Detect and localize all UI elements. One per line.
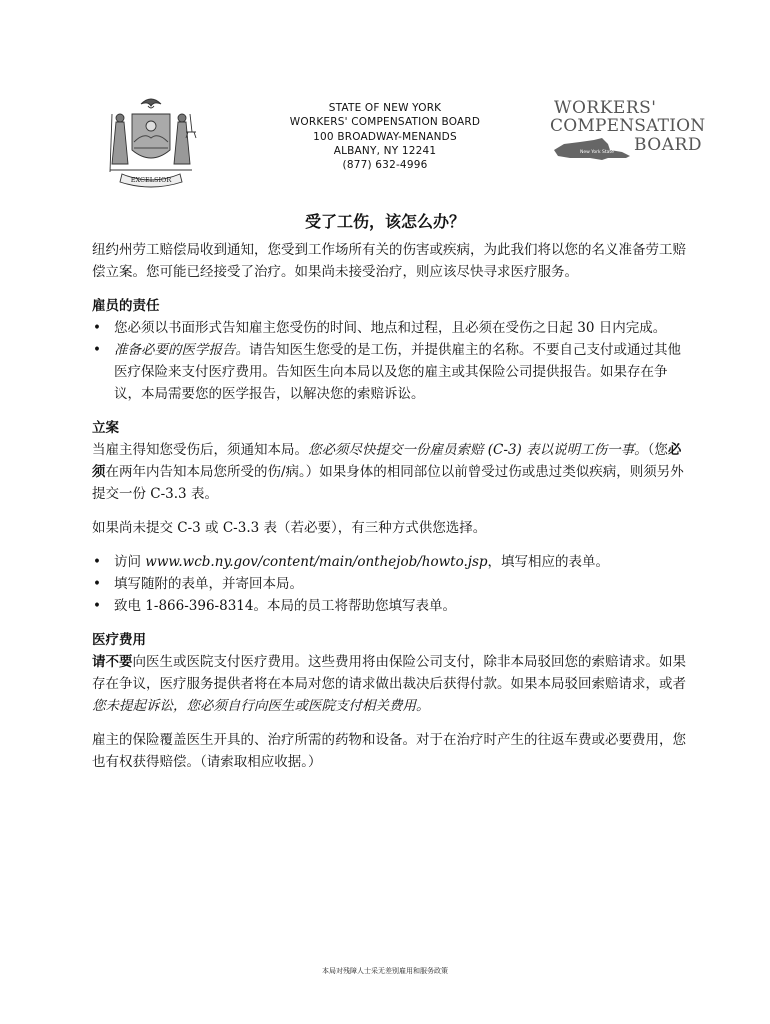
text-span: 当雇主得知您受伤后，须通知本局。 [92, 442, 308, 458]
agency-line: (877) 632-4996 [342, 159, 428, 172]
intro-paragraph: 纽约州劳工赔偿局收到通知，您受到工作场所有关的伤害或疾病，为此我们将以您的名义准备劳工赔偿立案。您可能已经接受了治疗。如果尚未接受治疗，则应该尽快寻求医疗服务。 [92, 242, 686, 280]
employer-insurance-paragraph: 雇主的保险覆盖医生开具的、治疗所需的药物和设备。对于在治疗时产生的往返车费或必要费用，您也有权获得赔偿。（请索取相应收据。） [92, 732, 686, 770]
filing-options-list [92, 551, 692, 617]
list-item-text: 致电 1-866-396-8314。本局的员工将帮助您填写表单。 [114, 598, 456, 614]
self-pay-emphasis: 您未提起诉讼，您必须自行向医生或医院支付相关费用。 [92, 698, 430, 714]
bullet-icon: • [93, 598, 101, 614]
medical-costs-heading: 医疗费用 [92, 632, 146, 648]
bullet-icon: • [93, 554, 101, 570]
list-item-text: 请告知医生您受的是工伤，并提供雇主的名称。不要自己支付或通过其他医疗保险来支付医疗费用。告知医生向本局以及您的雇主或其保险公司提供报告。如果存在争议，本局需要您的医学报告，以解决您的索赔诉讼。 [114, 342, 681, 402]
agency-address [260, 101, 510, 172]
agency-line: STATE OF NEW YORK [328, 102, 442, 114]
medical-report-emphasis: 准备必要的医学报告。 [114, 342, 249, 358]
new-york-state-map-icon [550, 136, 632, 162]
list-item [92, 551, 692, 573]
employee-responsibility-list [92, 317, 692, 405]
agency-line: 100 BROADWAY-MENANDS [313, 130, 457, 143]
employee-responsibility-heading: 雇员的责任 [92, 298, 160, 314]
medical-costs-paragraph [92, 651, 692, 717]
text-span: 向医生或医院支付医疗费用。这些费用将由保险公司支付，除非本局驳回您的索赔请求。如果存在争议，医疗服务提供者将在本局对您的请求做出裁决后获得付款。如果本局驳回索赔请求，或者 [92, 654, 686, 692]
logo-line-compensation: COMPENSATION [550, 116, 706, 136]
logo-line-board: BOARD [634, 135, 702, 155]
page-title: 受了工伤，该怎么办？ [304, 212, 465, 231]
agency-line: WORKERS' COMPENSATION BOARD [289, 116, 481, 129]
new-york-state-seal-icon [96, 92, 206, 188]
filing-heading: 立案 [92, 420, 119, 436]
howto-link[interactable]: www.wcb.ny.gov/content/main/onthejob/howto.jsp [145, 554, 488, 570]
logo-line-workers: WORKERS' [554, 98, 657, 118]
footer-nondiscrimination: 本局对残障人士采无差别雇用和服务政策 [322, 967, 448, 975]
text-span: （您 [647, 442, 668, 458]
do-not-emphasis: 请不要 [92, 654, 133, 670]
list-item [92, 573, 692, 595]
bullet-icon: • [93, 342, 101, 358]
agency-line: ALBANY, NY 12241 [333, 144, 437, 157]
wcb-logo [548, 98, 706, 160]
filing-paragraph [92, 439, 692, 505]
list-item [92, 595, 692, 617]
must-emphasis: 必须 [92, 442, 682, 480]
logo-subtitle: New York State [580, 150, 614, 155]
list-item [92, 339, 692, 405]
document-body [92, 239, 692, 773]
bullet-icon: • [93, 320, 101, 336]
text-span: ，填写相应的表单。 [487, 554, 610, 570]
list-item-text: 您必须以书面形式告知雇主您受伤的时间、地点和过程，且必须在受伤之日起 30 日内完成。 [114, 320, 667, 336]
claim-form-emphasis: 您必须尽快提交一份雇员索赔 (C-3) 表以说明工伤一事。 [308, 442, 648, 458]
list-item-text: 填写随附的表单，并寄回本局。 [114, 576, 303, 592]
seal-motto: EXCELSIOR [130, 176, 172, 184]
filing-options-intro: 如果尚未提交 C-3 或 C-3.3 表（若必要），有三种方式供您选择。 [92, 520, 487, 536]
bullet-icon: • [93, 576, 101, 592]
text-span: 在两年内告知本局您所受的伤/病。）如果身体的相同部位以前曾受过伤或患过类似疾病，则须另外提交一份 C-3.3 表。 [92, 464, 684, 502]
list-item [92, 317, 692, 339]
text-span: 访问 [114, 554, 146, 570]
